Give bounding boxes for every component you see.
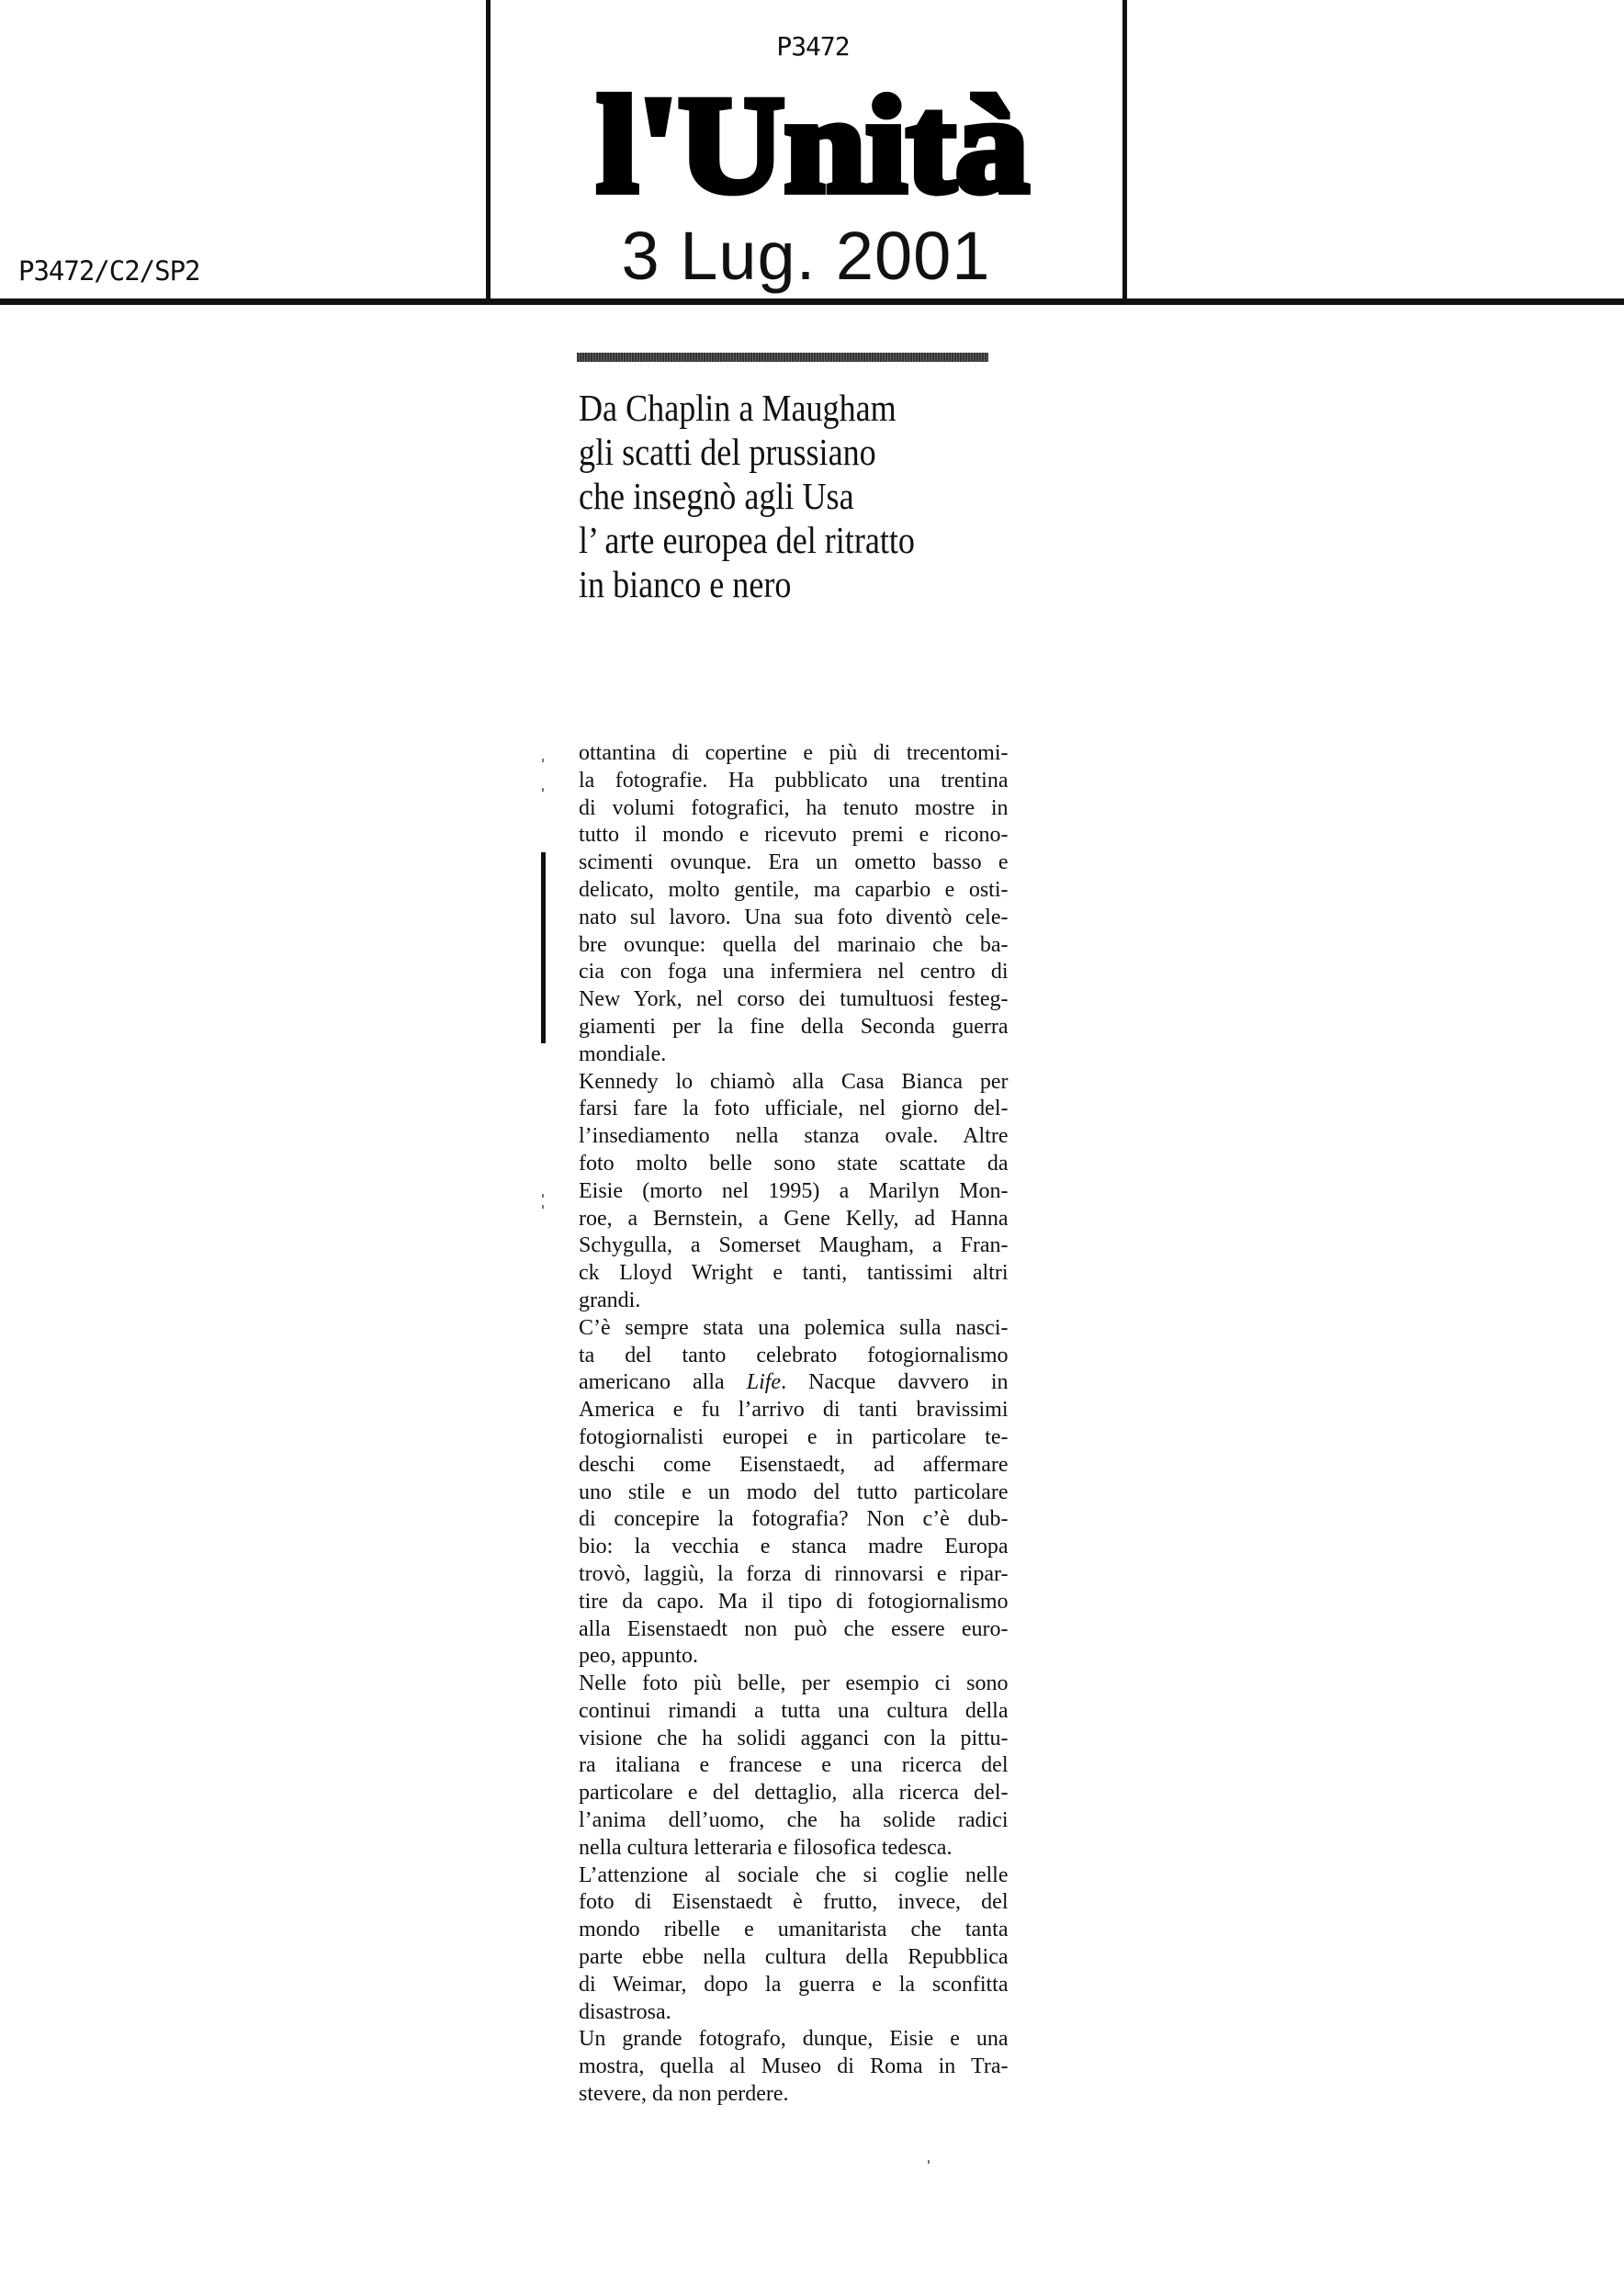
headline-line: in bianco e nero <box>579 563 792 605</box>
line-text: L’attenzione al sociale che si coglie nelle <box>579 1863 1009 1887</box>
line-content <box>579 1917 1009 1944</box>
article-line <box>579 1999 1009 2027</box>
article-line <box>579 1315 1009 1343</box>
article-line <box>579 740 1009 768</box>
line-text: continui rimandi a tutta una cultura della <box>579 1698 1009 1723</box>
article-line <box>579 1369 1009 1397</box>
line-content <box>579 1780 1009 1807</box>
line-content <box>579 1014 1009 1041</box>
line-text: giamenti per la fine della Seconda guerra <box>579 1014 1009 1039</box>
article-line <box>579 1972 1009 1999</box>
line-content <box>579 795 1009 823</box>
article-line <box>579 1917 1009 1944</box>
line-text: di volumi fotografici, ha tenuto mostre in <box>579 795 1009 820</box>
article-line <box>579 1041 1009 1069</box>
article-line <box>579 2081 1009 2109</box>
line-content <box>579 1288 640 1315</box>
line-content <box>579 1069 1009 1097</box>
article-line <box>579 850 1009 877</box>
line-content <box>579 1889 1009 1917</box>
article-line <box>579 1698 1009 1726</box>
article-line <box>579 1506 1009 1534</box>
article-line <box>579 1944 1009 1972</box>
headline-line: Da Chaplin a Maugham <box>579 387 897 429</box>
line-content <box>579 1589 1009 1616</box>
line-content <box>579 1480 1009 1507</box>
line-text: cia con foga una infermiera nel centro di <box>579 960 1009 985</box>
line-text: deschi come Eisenstaedt, ad affermare <box>579 1452 1009 1477</box>
scan-speck <box>542 759 544 762</box>
line-text: New York, nel corso dei tumultuosi festeg- <box>579 987 1009 1012</box>
line-content <box>579 1698 1009 1726</box>
line-content <box>579 1534 1009 1561</box>
line-content <box>579 1315 1009 1343</box>
line-text: la fotografie. Ha pubblicato una trentina <box>579 768 1009 793</box>
line-content <box>579 1863 1009 1890</box>
line-content <box>579 850 1009 877</box>
scan-speck <box>542 788 544 792</box>
line-text: nato sul lavoro. Una sua foto diventò cele- <box>579 905 1009 929</box>
article-line <box>579 1260 1009 1288</box>
article-line <box>579 1232 1009 1260</box>
article-line <box>579 1123 1009 1151</box>
headline-line: che insegnò agli Usa <box>579 475 854 517</box>
line-text: tutto il mondo e ricevuto premi e ricono- <box>579 823 1009 848</box>
line-content <box>579 740 1009 768</box>
line-content <box>579 768 1009 795</box>
publication-date: 3 Lug. 2001 <box>621 218 991 294</box>
line-content <box>579 905 1009 932</box>
scan-margin-mark <box>541 852 546 1043</box>
line-text: roe, a Bernstein, a Gene Kelly, ad Hanna <box>579 1206 1009 1231</box>
article-line <box>579 1206 1009 1233</box>
scan-speck <box>542 1205 544 1209</box>
article-line <box>579 1863 1009 1890</box>
article-line <box>579 1424 1009 1452</box>
line-text: scimenti ovunque. Era un ometto basso e <box>579 850 1009 875</box>
article-line <box>579 2026 1009 2054</box>
line-content <box>579 1096 1009 1123</box>
line-text: trovò, laggiù, la forza di rinnovarsi e ripar- <box>579 1561 1009 1586</box>
scan-speck <box>928 2160 930 2164</box>
line-content <box>579 2081 789 2109</box>
line-content <box>579 1972 1009 1999</box>
line-text: ra italiana e francese e una ricerca del <box>579 1753 1009 1778</box>
line-text: l’anima dell’uomo, che ha solide radici <box>579 1808 1009 1833</box>
line-text: disastrosa. <box>579 1999 671 2024</box>
article-line <box>579 1151 1009 1178</box>
headline-rule <box>577 353 988 362</box>
line-content <box>579 1151 1009 1178</box>
article-line <box>579 1069 1009 1097</box>
line-content <box>579 877 1009 905</box>
article-line <box>579 1480 1009 1507</box>
line-text: bre ovunque: quella del marinaio che ba- <box>579 932 1009 957</box>
article-line <box>579 1014 1009 1041</box>
line-content <box>579 1260 1009 1288</box>
headline <box>579 386 915 606</box>
line-text: foto molto belle sono state scattate da <box>579 1151 1009 1176</box>
line-content <box>579 1424 1009 1452</box>
line-text: nella cultura letteraria e filosofica tedesca. <box>579 1835 953 1860</box>
article-line <box>579 768 1009 795</box>
article-line <box>579 986 1009 1014</box>
line-text: peo, appunto. <box>579 1644 698 1669</box>
line-text: particolare e del dettaglio, alla ricerca del- <box>579 1781 1009 1806</box>
article-line <box>579 1178 1009 1206</box>
article-line <box>579 1616 1009 1644</box>
line-content <box>579 1835 952 1863</box>
line-content <box>579 1726 1009 1753</box>
logo-text: l'Unità <box>597 73 1029 211</box>
line-text: americano alla <box>579 1370 747 1395</box>
article-line <box>579 959 1009 986</box>
archive-code-top: P3472 <box>776 31 850 62</box>
line-content <box>579 1397 1009 1424</box>
line-text: . Nacque davvero in <box>781 1370 1009 1395</box>
article-line <box>579 795 1009 823</box>
headline-line: l’ arte europea del ritratto <box>579 519 915 561</box>
line-text: foto di Eisenstaedt è frutto, invece, del <box>579 1890 1009 1915</box>
header-rule <box>0 298 1624 305</box>
line-text: Eisie (morto nel 1995) a Marilyn Mon- <box>579 1178 1009 1203</box>
line-text: mostra, quella al Museo di Roma in Tra- <box>579 2054 1009 2079</box>
line-content <box>579 1807 1009 1835</box>
line-content <box>579 1506 1009 1534</box>
article-line <box>579 1343 1009 1370</box>
line-text: di concepire la fotografia? Non c’è dub- <box>579 1507 1009 1532</box>
article-line <box>579 1889 1009 1917</box>
article-line <box>579 905 1009 932</box>
line-text: tire da capo. Ma il tipo di fotogiornalismo <box>579 1589 1009 1614</box>
headline-line: gli scatti del prussiano <box>579 431 876 473</box>
article-line <box>579 1534 1009 1561</box>
line-content <box>579 1206 1009 1233</box>
article-line <box>579 1671 1009 1698</box>
line-content <box>579 1041 666 1069</box>
newspaper-logo <box>588 73 1038 211</box>
article-line <box>579 1726 1009 1753</box>
line-content <box>579 1999 671 2027</box>
line-content <box>579 1616 1009 1644</box>
archive-code-left: P3472/C2/SP2 <box>18 255 200 287</box>
line-text: farsi fare la foto ufficiale, nel giorno del- <box>579 1097 1009 1121</box>
line-content <box>579 1369 1009 1397</box>
line-text: ck Lloyd Wright e tanti, tantissimi altri <box>579 1261 1009 1286</box>
line-text: alla Eisenstaedt non può che essere euro- <box>579 1616 1009 1641</box>
article-line <box>579 1397 1009 1424</box>
article-body <box>579 740 1009 2109</box>
article-line <box>579 877 1009 905</box>
scan-speck <box>542 1194 544 1198</box>
line-content <box>579 959 1009 986</box>
line-text: uno stile e un modo del tutto particolare <box>579 1480 1009 1504</box>
article-line <box>579 932 1009 960</box>
line-text: Kennedy lo chiamò alla Casa Bianca per <box>579 1069 1009 1094</box>
article-line <box>579 1780 1009 1807</box>
line-text: Nelle foto più belle, per esempio ci sono <box>579 1671 1009 1696</box>
line-text: fotogiornalisti europei e in particolare te- <box>579 1424 1009 1449</box>
line-content <box>579 932 1009 960</box>
article-line <box>579 1589 1009 1616</box>
line-text: Schygulla, a Somerset Maugham, a Fran- <box>579 1233 1009 1258</box>
line-content <box>579 1452 1009 1480</box>
line-content <box>579 822 1009 850</box>
line-content <box>579 986 1009 1014</box>
line-text: parte ebbe nella cultura della Repubblica <box>579 1945 1009 1970</box>
article-line <box>579 2054 1009 2081</box>
line-text: stevere, da non perdere. <box>579 2082 789 2107</box>
line-text: C’è sempre stata una polemica sulla nasci- <box>579 1315 1009 1340</box>
line-text: America e fu l’arrivo di tanti bravissimi <box>579 1398 1009 1423</box>
article-line <box>579 1096 1009 1123</box>
line-content <box>579 1561 1009 1589</box>
line-text: delicato, molto gentile, ma caparbio e osti- <box>579 877 1009 902</box>
line-content <box>579 2054 1009 2081</box>
article-line <box>579 1452 1009 1480</box>
article-line <box>579 1807 1009 1835</box>
line-content <box>579 1643 698 1671</box>
line-text: mondiale. <box>579 1041 667 1066</box>
article-line <box>579 1561 1009 1589</box>
article-line <box>579 1643 1009 1671</box>
magazine-title: Life <box>746 1370 782 1395</box>
line-text: visione che ha solidi agganci con la pittu- <box>579 1726 1009 1750</box>
line-text: l’insediamento nella stanza ovale. Altre <box>579 1124 1009 1149</box>
line-content <box>579 1671 1009 1698</box>
line-content <box>579 1752 1009 1780</box>
line-text: bio: la vecchia e stanca madre Europa <box>579 1535 1009 1559</box>
line-text: ta del tanto celebrato fotogiornalismo <box>579 1343 1009 1367</box>
line-text: ottantina di copertine e più di trecentomi- <box>579 741 1009 765</box>
line-content <box>579 1232 1009 1260</box>
line-text: Un grande fotografo, dunque, Eisie e una <box>579 2027 1009 2052</box>
article-line <box>579 1288 1009 1315</box>
line-content <box>579 1944 1009 1972</box>
line-content <box>579 2026 1009 2054</box>
line-content <box>579 1343 1009 1370</box>
article-line <box>579 822 1009 850</box>
line-text: grandi. <box>579 1288 641 1312</box>
line-text: di Weimar, dopo la guerra e la sconfitta <box>579 1972 1009 1997</box>
line-content <box>579 1178 1009 1206</box>
article-line <box>579 1835 1009 1863</box>
line-content <box>579 1123 1009 1151</box>
line-text: mondo ribelle e umanitarista che tanta <box>579 1918 1009 1942</box>
article-line <box>579 1752 1009 1780</box>
